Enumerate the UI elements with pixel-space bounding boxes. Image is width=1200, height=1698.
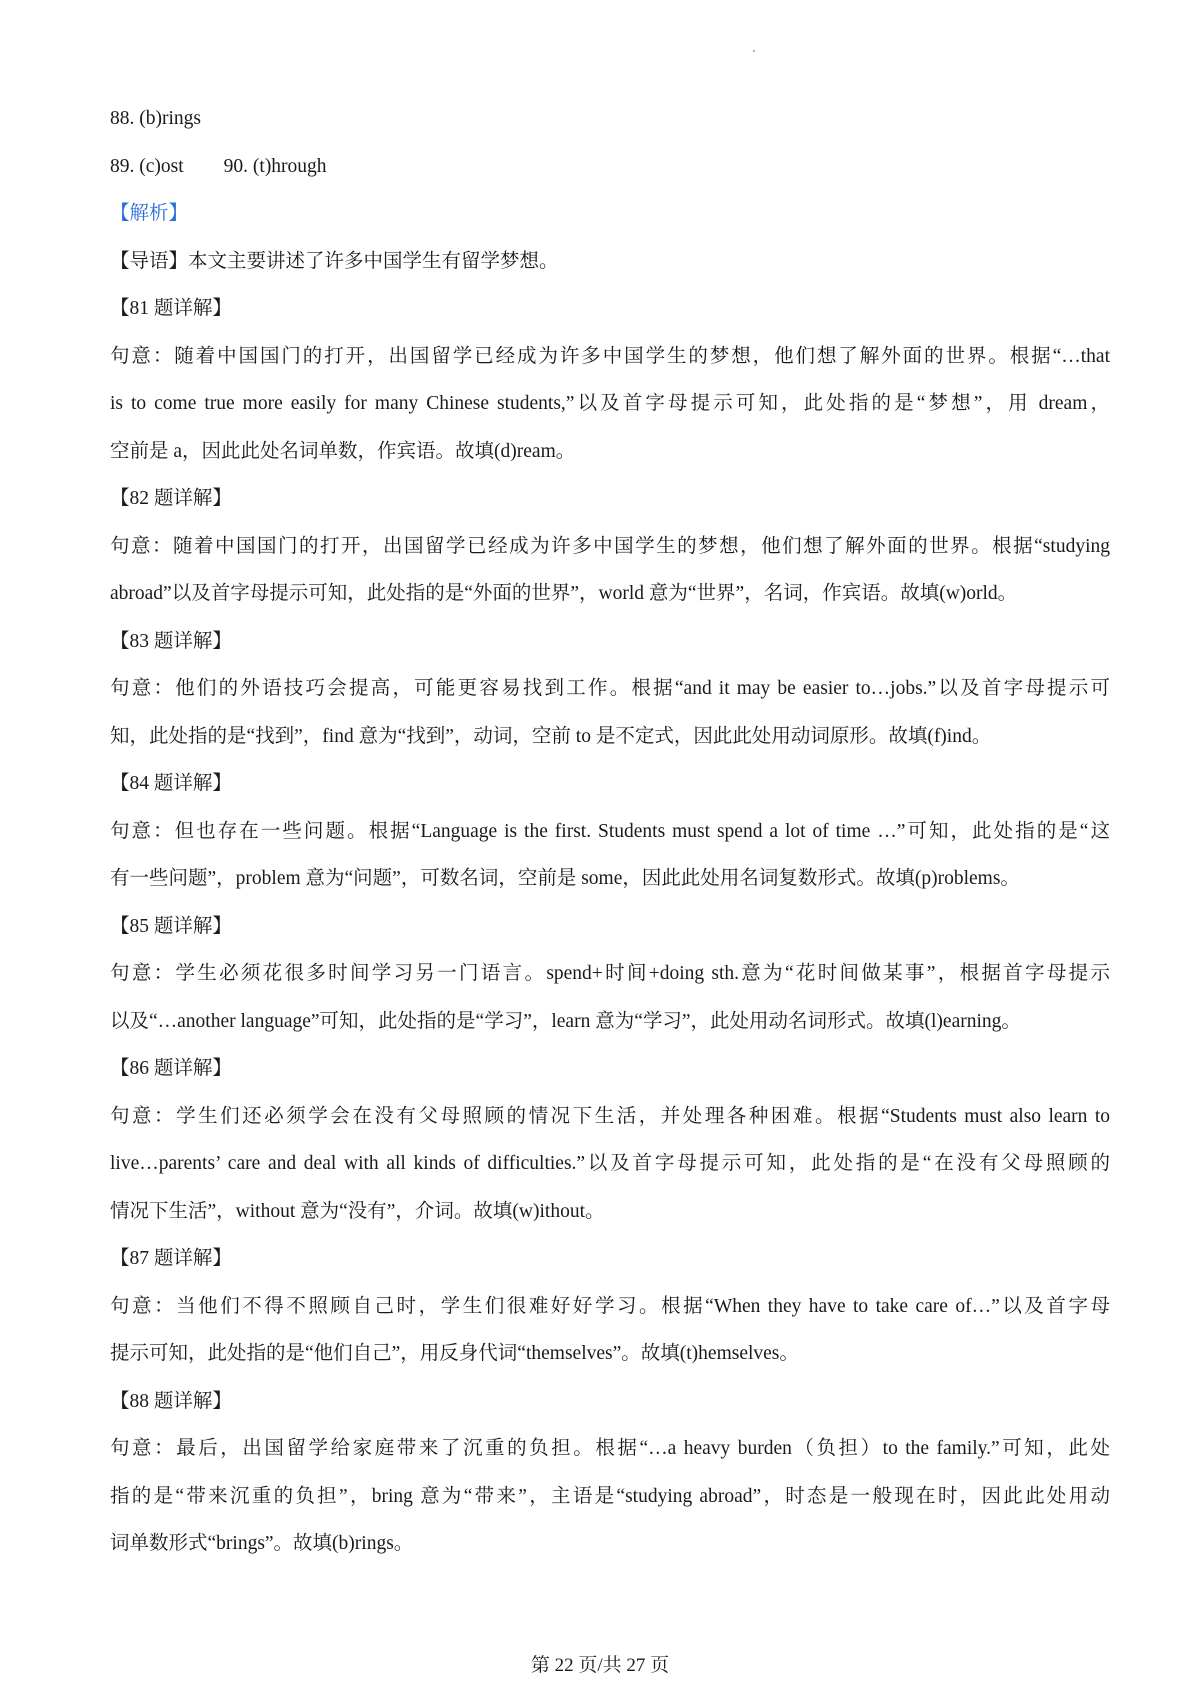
explanation-line: 句意：随着中国国门的打开，出国留学已经成为许多中国学生的梦想，他们想了解外面的世界。根据“…that bbox=[110, 345, 1110, 367]
explanation-line: 提示可知，此处指的是“他们自己”，用反身代词“themselves”。故填(t)hemselves。 bbox=[110, 1343, 799, 1364]
explanation-line: 词单数形式“brings”。故填(b)rings。 bbox=[110, 1533, 414, 1554]
explanation-sections bbox=[110, 285, 1110, 1568]
section-heading: 【84 题详解】 bbox=[110, 773, 232, 794]
explanation-line: 句意：当他们不得不照顾自己时，学生们很难好好学习。根据“When they have to take care of…”以及首字母 bbox=[110, 1295, 1110, 1317]
document-body bbox=[110, 95, 1110, 1568]
explanation-line: 有一些问题”，problem 意为“问题”，可数名词，空前是 some，因此此处用名词复数形式。故填(p)roblems。 bbox=[110, 868, 1020, 889]
section-heading: 【83 题详解】 bbox=[110, 630, 232, 652]
explanation-line: 知，此处指的是“找到”，find 意为“找到”，动词，空前 to 是不定式，因此此处用动词原形。故填(f)ind。 bbox=[110, 725, 992, 747]
explanation-line: 句意：学生必须花很多时间学习另一门语言。spend+时间+doing sth.意为“花时间做某事”，根据首字母提示 bbox=[110, 963, 1110, 984]
jiexi-label: 【解析】 bbox=[110, 203, 189, 224]
scan-speck bbox=[753, 50, 755, 52]
explanation-line: 句意：他们的外语技巧会提高，可能更容易找到工作。根据“and it may be easier to…jobs.”以及首字母提示可 bbox=[110, 678, 1110, 699]
explanation-line: 以及“…another language”可知，此处指的是“学习”，learn 意为“学习”，此处用动名词形式。故填(l)earning。 bbox=[110, 1010, 1021, 1032]
answer-row-89-90 bbox=[110, 143, 1110, 191]
explanation-line: abroad”以及首字母提示可知，此处指的是“外面的世界”，world 意为“世界”，名词，作宾语。故填(w)orld。 bbox=[110, 583, 1018, 604]
section-heading: 【88 题详解】 bbox=[110, 1390, 232, 1412]
explanation-line: is to come true more easily for many Chinese students,”以及首字母提示可知，此处指的是“梦想”，用 dream， bbox=[110, 393, 1110, 414]
explanation-line: 情况下生活”，without 意为“没有”，介词。故填(w)ithout。 bbox=[110, 1200, 605, 1222]
section-heading: 【86 题详解】 bbox=[110, 1058, 232, 1079]
intro-guide: 【导语】本文主要讲述了许多中国学生有留学梦想。 bbox=[110, 250, 559, 272]
answer-88: 88. (b)rings bbox=[110, 108, 201, 129]
section-heading: 【82 题详解】 bbox=[110, 488, 232, 509]
answer-89: 89. (c)ost bbox=[110, 155, 184, 177]
explanation-line: 句意：但也存在一些问题。根据“Language is the first. Students must spend a lot of time …”可知，此处指的是“这 bbox=[110, 820, 1110, 842]
explanation-line: 句意：最后，出国留学给家庭带来了沉重的负担。根据“…a heavy burden（负担）to the family.”可知，此处 bbox=[110, 1438, 1110, 1459]
explanation-line: live…parents’ care and deal with all kinds of difficulties.”以及首字母提示可知，此处指的是“在没有父母照顾的 bbox=[110, 1153, 1110, 1174]
explanation-line: 空前是 a，因此此处名词单数，作宾语。故填(d)ream。 bbox=[110, 440, 576, 462]
answer-90: 90. (t)hrough bbox=[223, 155, 327, 177]
explanation-line: 句意：随着中国国门的打开，出国留学已经成为许多中国学生的梦想，他们想了解外面的世界。根据“studying bbox=[110, 535, 1110, 557]
page-number: 第 22 页/共 27 页 bbox=[530, 1655, 670, 1676]
section-heading: 【85 题详解】 bbox=[110, 915, 232, 937]
section-heading: 【87 题详解】 bbox=[110, 1248, 232, 1269]
section-heading: 【81 题详解】 bbox=[110, 298, 232, 319]
explanation-line: 指的是“带来沉重的负担”，bring 意为“带来”，主语是“studying abroad”，时态是一般现在时，因此此处用动 bbox=[110, 1485, 1110, 1507]
explanation-line: 句意：学生们还必须学会在没有父母照顾的情况下生活，并处理各种困难。根据“Students must also learn to bbox=[110, 1105, 1110, 1127]
